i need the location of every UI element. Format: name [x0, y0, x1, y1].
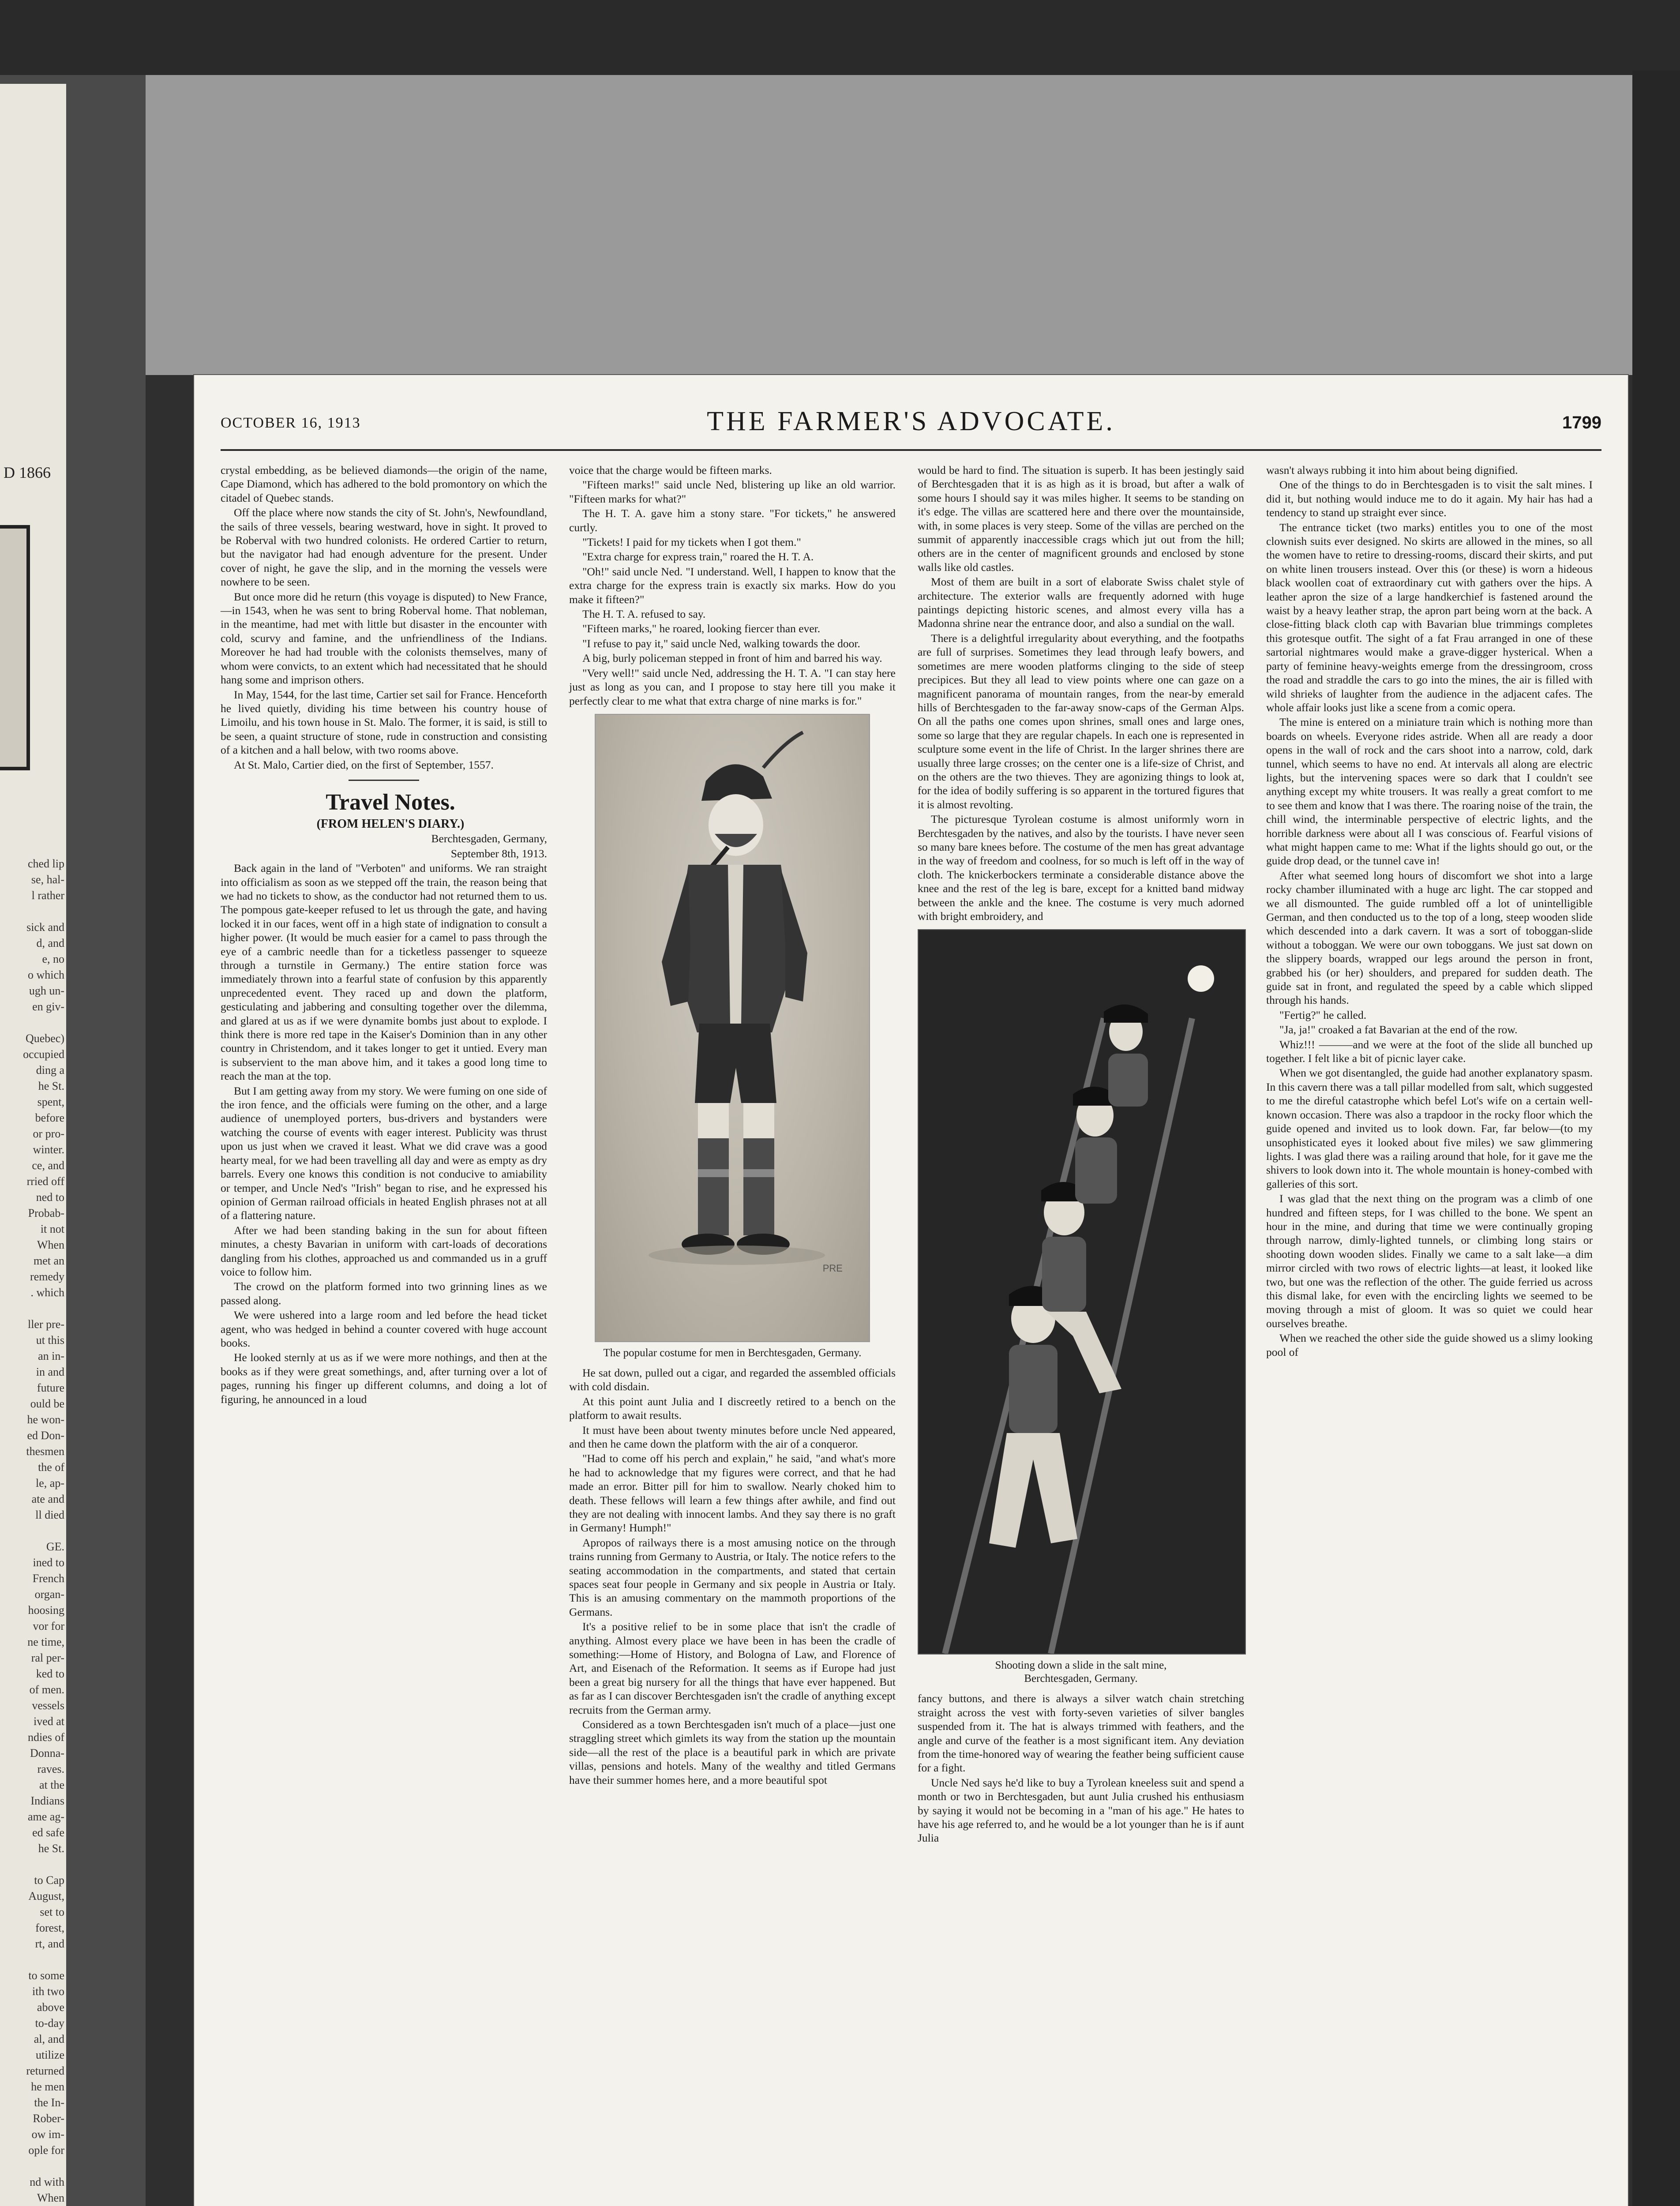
paragraph: There is a delightful irregularity about everything, and the footpaths are full of surprises. Sometimes they lead through leafy bowers, and sometimes are mere wooden platforms clinging to the side of steep precipices. But they all lead to view points where one can gaze on a magnificent panorama of mountain ranges, from the near-by emerald hills of Berchtesgaden to the far-away snow-caps of the German Alps. On all the paths one comes upon shrines, small ones and large ones, some so large that they are regular chapels. In each one is represented in sculpture some event in the life of Christ. In the larger shrines there are usually three large crosses; on the center one is a life-size of Christ, and on the others are the two thieves. They are agonizing things to look at, for the idea of bodily suffering is so apparent in the tortured figures that it is almost revolting. — [918, 631, 1244, 811]
paragraph: "I refuse to pay it," said uncle Ned, walking towards the door. — [582, 637, 860, 650]
paragraph: The H. T. A. gave him a stony stare. "For tickets," he answered curtly. — [569, 507, 896, 534]
paragraph: At St. Malo, Cartier died, on the first of September, 1557. — [234, 758, 494, 771]
paragraph: But once more did he return (this voyage is disputed) to New France,—in 1543, when he was sent to bring Roberval home. That nobleman, in the meantime, had met with little but disaster in the encounter with cold, scurvy and famine, and the unfriendliness of the Indians. Moreover he had had trouble with the colonists themselves, many of whom were convicts, to an extent which had necessitated that he should hang some and imprison others. — [221, 590, 547, 687]
salt-mine-slide-photo — [918, 929, 1246, 1654]
paragraph: Considered as a town Berchtesgaden isn't much of a place—just one straggling street which gimlets its way from the station up the mountain side—all the rest of the place is a beautiful park in which are private villas, pensions and hotels. Many of the wealthy and titled Germans have their summer homes here, and a more beautiful spot — [569, 1718, 896, 1786]
paragraph: "Ja, ja!" croaked a fat Bavarian at the end of the row. — [1279, 1023, 1518, 1036]
paragraph: The entrance ticket (two marks) entitles you to one of the most clownish suits ever designed. No skirts are allowed in the mines, so all the women have to retire to dressing-rooms, discard their skirts, and put on white linen trousers instead. Over this (or these) is worn a hideous black woollen coat of extraordinary cut with gathers over the hips. A leather apron the size of a large handkerchief is fastened around the waist by a heavy leather strap, the apron part being worn at the back. A close-fitting black cloth cap with Bavarian blue trimmings completes this grotesque outfit. The sight of a fat Frau arranged in one of these sartorial nightmares would make a grave-digger hysterical. When a party of feminine heavy-weights emerge from the dressingroom, cross the road and straddle the cars to go into the mines, the air is filled with wild shrieks of laughter from the audience in the adjacent cafes. The whole affair looks just like a scene from a comic opera. — [1266, 521, 1593, 714]
masthead — [221, 406, 1601, 441]
paragraph: "Fertig?" he called. — [1279, 1008, 1367, 1021]
publication-title: THE FARMER'S ADVOCATE. — [707, 406, 1115, 436]
salt-mine-slide-illustration — [919, 930, 1245, 1654]
scan-background — [146, 75, 1680, 375]
paragraph: The crowd on the platform formed into two grinning lines as we passed along. — [221, 1280, 547, 1307]
article-subheading: (FROM HELEN'S DIARY.) — [316, 817, 465, 831]
paragraph: "Had to come off his perch and explain," he said, "and what's more he had to acknowledge that my figures were correct, and that he had made an error. Bitter pill for him to swallow. Nearly choked him to death. These fellows will learn a few things after awhile, and find out they are not dealing with innocent lambs. And they say there is no graft in Germany! Humph!" — [569, 1452, 896, 1534]
paragraph: "Very well!" said uncle Ned, addressing the H. T. A. "I can stay here just as long as you can, and I propose to stay here till you make it perfectly clear to me what that extra charge of nine marks is for." — [569, 666, 896, 707]
paragraph: The mine is entered on a miniature train which is nothing more than boards on wheels. Everyone rides astride. When all are ready a door opens in the wall of rock and the cars shoot into a narrow, cold, dark tunnel, which seems to have no end. At intervals all along are electric lights, but the intervening spaces were so dark that I couldn't see anything except my white trousers. It was really a great comfort to me to see them and know that I was there. The roaring noise of the train, the chill wind, the interminable perspective of electric lights, and the horrible darkness were about all I was conscious of. Fearful visions of what might happen came to me: What if the lights should go out, or the guide drop dead, or the tunnel cave in! — [1266, 716, 1593, 867]
paragraph: Apropos of railways there is a most amusing notice on the through trains running from Germany to Austria, or Italy. The notice refers to the seating accommodation in the compartments, and stated that certain spaces seat four people in Germany and six people in Austria or Italy. This is an amusing commentary on the mammoth proportions of the Germans. — [569, 1536, 896, 1618]
previous-page-year: D 1866 — [4, 464, 51, 481]
paragraph: After we had been standing baking in the sun for about fifteen minutes, a chesty Bavarian in uniform with cart-loads of decorations dangling from his clothes, approached us and commanded us in a gruff voice to follow him. — [221, 1223, 547, 1278]
paragraph: would be hard to find. The situation is superb. It has been jestingly said of Berchtesgaden that it is as high as it is broad, but after a walk of some hours I should say it was miles higher. It seems to be standing on it's edge. The villas are scattered here and there over the mountainside, with, in some places is very steep. Some of the villas are perched on the summit of apparently inaccessible crags which jut out from the hill; others are in the center of magnificent grounds and enclosed by stone walls like old castles. — [918, 464, 1244, 574]
scan-right-border — [1632, 71, 1680, 2206]
photo-caption — [569, 1347, 896, 1360]
caption-text: The popular costume for men in Berchtesgaden, Germany. — [603, 1347, 862, 1359]
paragraph: Back again in the land of "Verboten" and uniforms. We ran straight into officialism as soon as we stepped off the train, the reason being that we had no tickets to show, as the conductor had not returned them to us. The pompous gate-keeper refused to let us through the gate, and having locked it in our faces, went off in a high state of indignation to consult a higher power. (It would be much easier for a camel to pass through the eye of a cambric needle than for a ticketless passenger to squeeze through a turnstile in Germany.) The entire station force was immediately thrown into a fearful state of confusion by this apparently unprecedented event. They raced up and down the platform, gesticulating and jabbering and consulting together over the dilemma, and glared at us as if we were dynamite bombs just about to explode. I think there is more red tape in the Kaiser's Dominion than in any other country in Christendom, and it takes longer to get it untied. Every man is subservient to the man above him, and it takes a good long time to reach the man at the top. — [221, 862, 547, 1083]
caption-line: Shooting down a slide in the salt mine, — [995, 1659, 1167, 1672]
paragraph: We were ushered into a large room and led before the head ticket agent, who was hedged in behind a counter covered with huge account books. — [221, 1309, 547, 1349]
column-3 — [918, 463, 1244, 1846]
paragraph: crystal embedding, as be believed diamonds—the origin of the name, Cape Diamond, which has adhered to the bold promontory on which the citadel of Quebec stands. — [221, 464, 547, 504]
column-4 — [1266, 463, 1593, 1360]
paragraph: After what seemed long hours of discomfort we shot into a large rocky chamber illuminated with a huge arc light. The car stopped and we all dismounted. The guide rumbled off a lot of unintelligible German, and then conducted us to the top of a long, steep wooden slide which descended into a dark cavern. It was a sort of toboggan-slide without a toboggan. We were our own toboggans. We just sat down on the slippery boards, wrapped our legs around the person in front, grabbed his (or her) shoulders, and prepared for sudden death. The guide sat in front, and regulated the speed by a cable which slipped through his hands. — [1266, 869, 1593, 1007]
paragraph: "Oh!" said uncle Ned. "I understand. Well, I happen to know that the extra charge for the express train is exactly six marks. How do you make it fifteen?" — [569, 565, 896, 606]
paragraph: The picturesque Tyrolean costume is almost uniformly worn in Berchtesgaden by the natives, and also by the tourists. I have never seen so many bare knees before. The costume of the men has great advantage in the way of freedom and coolness, for so much is left off in the way of cloth. The knickerbockers terminate a considerable distance above the knee and the rest of the leg is bare, except for a knitted band midway between the ankle and the knee. The costume is very much adorned with bright embroidery, and — [918, 813, 1244, 923]
issue-date: OCTOBER 16, 1913 — [221, 415, 361, 431]
newspaper-page — [194, 375, 1628, 2206]
paragraph: But I am getting away from my story. We were fuming on one side of the iron fence, and the officials were fuming on the other, and a large audience of unemployed porters, bus-drivers and bystanders were watching the course of events with eager interest. Publicity was thrust upon us just when we craved it least. What we did crave was a good hearty meal, for we had been travelling all day and were as empty as dry barrels. Every one knows this condition is not conducive to amiability or temper, and Uncle Ned's "Irish" began to rise, and he expressed his opinion of German railroad officials in heated English phrases not at all of a flattering nature. — [221, 1084, 547, 1222]
tyrolean-costume-photo — [595, 714, 870, 1342]
paragraph: At this point aunt Julia and I discreetly retired to a bench on the platform to await results. — [569, 1395, 896, 1422]
column-1 — [221, 463, 547, 1407]
salt-mine-photo-block — [918, 929, 1244, 1685]
column-2 — [569, 463, 896, 1788]
paragraph: I was glad that the next thing on the program was a climb of one hundred and fifteen steps, for I was chilled to the bone. We spent an hour in the mine, and during that time we were continually groping through narrow, dimly-lighted tunnels, or climbing long stairs or shooting down wooden slides. Finally we came to a salt lake—a dim mirror circled with two rows of electric lights—at least, it looked like two, but one was the reflection of the other. The guide ferried us across this dismal lake, for even with the encircling lights we seemed to be moving through a mist of gloom. It was so quiet we could hear ourselves breathe. — [1266, 1192, 1593, 1330]
dateline-date: September 8th, 1913. — [450, 847, 547, 860]
article-heading: Travel Notes. — [326, 789, 455, 815]
paragraph: "Extra charge for express train," roared the H. T. A. — [582, 550, 814, 563]
paragraph: "Tickets! I paid for my tickets when I got them." — [582, 536, 801, 549]
page-number: 1799 — [1562, 413, 1601, 432]
paragraph: "Fifteen marks," he roared, looking fiercer than ever. — [582, 622, 821, 635]
section-divider — [349, 780, 419, 781]
paragraph: He sat down, pulled out a cigar, and regarded the assembled officials with cold disdain. — [569, 1366, 896, 1393]
cartier-article-end — [221, 463, 547, 772]
paragraph: Uncle Ned says he'd like to buy a Tyrolean kneeless suit and spend a month or two in Berchtesgaden, but aunt Julia crushed his enthusiasm by saying it would not be becoming in a "man of his age." He hates to have his age referred to, and he would be a lot younger than he is if aunt Julia — [918, 1776, 1244, 1845]
man-in-costume-illustration — [596, 715, 869, 1341]
paragraph: It must have been about twenty minutes before uncle Ned appeared, and then he came down the platform with the air of a conqueror. — [569, 1423, 896, 1450]
dateline-place: Berchtesgaden, Germany, — [431, 832, 547, 845]
paragraph: voice that the charge would be fifteen marks. — [569, 464, 772, 476]
paragraph: One of the things to do in Berchtesgaden is to visit the salt mines. I did it, but nothing would induce me to do it again. My hair has had a tendency to stand up straight ever since. — [1266, 478, 1593, 519]
tyrolean-costume-photo-block — [569, 714, 896, 1360]
paragraph: Off the place where now stands the city of St. John's, Newfoundland, the sails of three vessels, bearing westward, hove in sight. It proved to be Roberval with two hundred colonists. He ordered Cartier to return, but the navigator had had enough adventure for the present. Under cover of night, he gave the slip, and in the morning the vessels were nowhere to be seen. — [221, 506, 547, 589]
masthead-rule — [221, 449, 1601, 451]
paragraph: When we reached the other side the guide showed us a slimy looking pool of — [1266, 1332, 1593, 1358]
previous-page-text-fragments: ched lip se, hal- l rather sick and d, and e, no o which ugh un- en giv- Quebec) occupied ding a he St. spent, before or pro- winter. ce, and rried off ned to Probab- it not When met an remedy . which ller pre- ut this an in- in and future ould be he won- ed Don- thesmen the of le, ap- ate and ll died GE. ined to French organ- hoosing vor for ne time, ral per- ked to of men. vessels ived at ndies of Donna- raves. at the Indians ame ag- ed safe he St. to Cap August, set to forest, rt, and to some ith two above to-day al, and utilize returned he men the In- Rober- ow im- ople for nd with When — [23, 857, 64, 2204]
paragraph: A big, burly policeman stepped in front of him and barred his way. — [582, 652, 882, 665]
paragraph: wasn't always rubbing it into him about being dignified. — [1266, 464, 1518, 476]
photo-caption — [918, 1659, 1244, 1685]
paragraph: Most of them are built in a sort of elaborate Swiss chalet style of architecture. The exterior walls are frequently adorned with huge paintings depicting historic scenes, and almost every villa has a Madonna shrine near the entrance door, and also a sundial on the wall. — [918, 575, 1244, 630]
previous-page-edge — [0, 84, 66, 2206]
paragraph: He looked sternly at us as if we were more nothings, and then at the books as if they were great somethings, and, after turning over a lot of pages, running his finger up different columns, and doing a lot of figuring, he announced in a loud — [221, 1351, 547, 1406]
caption-line: Berchtesgaden, Germany. — [1024, 1673, 1138, 1685]
paragraph: "Fifteen marks!" said uncle Ned, blistering up like an old warrior. "Fifteen marks for what?" — [569, 478, 896, 505]
paragraph: fancy buttons, and there is always a silver watch chain stretching straight across the vest with forty-seven varieties of silver bangles suspended from it. The hat is always trimmed with feathers, and the angle and curve of the feather is a most significant item. Any deviation from the time-honored way of wearing the feather being sufficient cause for a fight. — [918, 1692, 1244, 1775]
paragraph: The H. T. A. refused to say. — [582, 608, 706, 621]
scan-top-border — [0, 0, 1680, 75]
paragraph: When we got disentangled, the guide had another explanatory spasm. In this cavern there was a tall pillar modelled from salt, which suggested to me the direful catastrophe which befel Lot's wife on a certain well-known occasion. There was also a trapdoor in the rocky floor which the guide opened and invited us to look down. Far, far below—(to my unsophisticated eyes it looked about five miles) we saw glimmering lights. I was glad there was a railing around that hole, for it gave me the shivers to look down into it. The whole mountain is honey-combed with galleries of this sort. — [1266, 1066, 1593, 1190]
paragraph: In May, 1544, for the last time, Cartier set sail for France. Henceforth he lived quietly, dividing his time between his country house of Limoilu, and his town house in St. Malo. The former, it is said, is still to be seen, a quaint structure of stone, rude in construction and consisting of a kitchen and a hall below, with two rooms above. — [221, 688, 547, 757]
previous-page-illustration — [0, 525, 30, 770]
paragraph: It's a positive relief to be in some place that isn't the cradle of anything. Almost every place we have been in has been the cradle of something:—Home of History, and Bologna of Law, and Florence of Art, and Eisenach of the Reformation. It seems as if Europe had just been a great big nursery for all the things that have ever happened. But as far as I can discover Berchtesgaden isn't the cradle of anything except recruits from the German army. — [569, 1620, 896, 1716]
paragraph: Whiz!!! ———and we were at the foot of the slide all bunched up together. I felt like a bit of picnic layer cake. — [1266, 1038, 1593, 1065]
photo-signature: PRE — [822, 1262, 843, 1274]
